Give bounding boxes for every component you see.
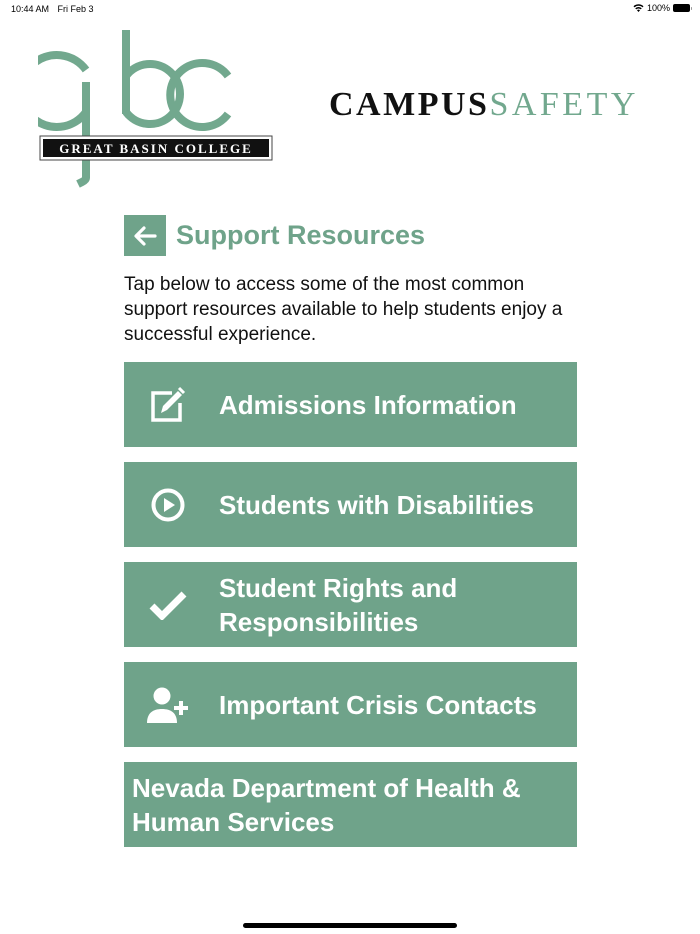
battery-percent: 100% <box>646 3 670 13</box>
crisis-contacts-button[interactable] <box>124 662 577 747</box>
button-label: Important Crisis Contacts <box>219 689 537 720</box>
wifi-icon <box>633 4 644 12</box>
page-title: Support Resources <box>176 220 426 250</box>
college-name-text: GREAT BASIN COLLEGE <box>59 141 253 156</box>
intro-text: Tap below to access some of the most common support resources available to help students enjoy a successful experience. <box>124 274 563 345</box>
button-label: Nevada Department of Health & Human Services <box>132 772 521 837</box>
status-time: 10:44 AM <box>11 4 50 14</box>
page-header <box>124 215 425 256</box>
great-basin-college-logo <box>38 30 278 188</box>
student-rights-button[interactable] <box>124 562 577 647</box>
campus-safety-logo: CAMPUSSAFETY <box>329 86 639 123</box>
battery-icon <box>673 4 690 12</box>
arrow-left-icon <box>133 226 157 246</box>
play-circle-icon <box>146 483 190 527</box>
edit-icon <box>146 383 190 427</box>
nevada-health-services-button[interactable] <box>124 762 577 847</box>
status-bar <box>0 0 700 18</box>
button-label: Admissions Information <box>219 389 517 420</box>
button-label: Students with Disabilities <box>219 489 534 520</box>
home-indicator[interactable] <box>243 923 457 928</box>
students-with-disabilities-button[interactable] <box>124 462 577 547</box>
checkmark-icon <box>146 583 190 627</box>
status-date: Fri Feb 3 <box>57 4 94 14</box>
admissions-information-button[interactable] <box>124 362 577 447</box>
user-plus-icon <box>146 683 190 727</box>
button-label: Student Rights and Responsibilities <box>219 572 458 637</box>
back-button[interactable] <box>124 215 166 256</box>
